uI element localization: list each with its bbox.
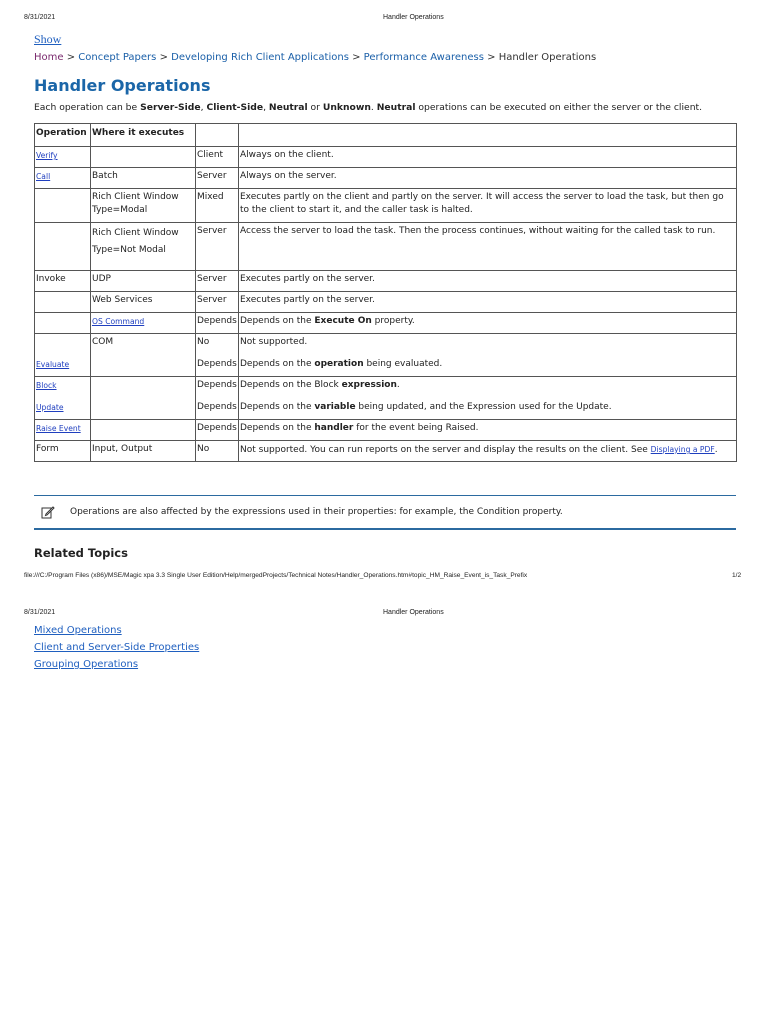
header-where: Where it executes — [91, 124, 196, 147]
breadcrumb-separator: > — [66, 52, 76, 63]
header-operation: Operation — [35, 124, 91, 147]
footer-page: 1/2 — [732, 572, 742, 579]
table-row: Verify Client Always on the client. — [35, 147, 737, 168]
related-link-grouping-operations[interactable]: Grouping Operations — [34, 659, 139, 670]
page-title: Handler Operations — [34, 76, 211, 95]
note-text: Operations are also affected by the expressions used in their properties: for example, the Condition property. — [70, 507, 563, 517]
print-date: 8/31/2021 — [24, 14, 56, 21]
table-row: Rich Client Window Type=Not Modal Server Access the server to load the task. Then the process continues, without waiting for the called task to run. — [35, 223, 737, 271]
table-row: OS Command Depends Depends on the Execute On property. — [35, 313, 737, 334]
print-title: Handler Operations — [383, 609, 444, 616]
link-evaluate[interactable]: Evaluate — [36, 360, 70, 369]
breadcrumb-separator: > — [487, 52, 496, 63]
link-block[interactable]: Block — [36, 381, 57, 390]
table-header-row — [35, 124, 737, 147]
header-description — [239, 124, 737, 147]
table-row: Web Services Server Executes partly on the server. — [35, 292, 737, 313]
breadcrumb-current: Handler Operations — [498, 52, 597, 63]
intro-paragraph: Each operation can be Server-Side, Client-Side, Neutral or Unknown. Neutral operations can be executed on either the server or the client. — [34, 102, 703, 113]
breadcrumb-separator: > — [352, 52, 361, 63]
link-call[interactable]: Call — [36, 172, 51, 181]
related-topics-heading: Related Topics — [34, 546, 128, 560]
table-row: Form Input, Output No Not supported. You can run reports on the server and display the results on the client. See Displaying a PDF. — [35, 441, 737, 462]
breadcrumb-separator: > — [159, 52, 168, 63]
table-row: Invoke UDP Server Executes partly on the server. — [35, 271, 737, 292]
print-date: 8/31/2021 — [24, 609, 56, 616]
link-os-command[interactable]: OS Command — [92, 317, 145, 326]
breadcrumb-home[interactable]: Home — [34, 52, 64, 63]
breadcrumb-concept-papers[interactable]: Concept Papers — [78, 52, 157, 63]
breadcrumb-performance[interactable]: Performance Awareness — [363, 52, 484, 63]
operations-table — [34, 123, 737, 462]
table-row: Evaluate COM No Depends Not supported. Depends on the operation being evaluated. — [35, 334, 737, 377]
table-row: Call Batch Server Always on the server. — [35, 168, 737, 189]
note-box — [34, 495, 736, 530]
print-title: Handler Operations — [383, 14, 444, 21]
related-topics-list — [34, 622, 199, 673]
table-row: Rich Client Window Type=Modal Mixed Executes partly on the client and partly on the server. It will access the server to load the task, but then go to the client to start it, and the caller task is halted. — [35, 189, 737, 223]
breadcrumb-rich-client[interactable]: Developing Rich Client Applications — [171, 52, 349, 63]
show-link[interactable]: Show — [34, 32, 62, 46]
link-update[interactable]: Update — [36, 403, 64, 412]
link-displaying-pdf[interactable]: Displaying a PDF — [650, 445, 715, 454]
link-verify[interactable]: Verify — [36, 151, 58, 160]
header-side — [196, 124, 239, 147]
table-row: Block Update Depends Depends Depends on the Block expression. Depends on the variable being updated, and the Expression used for the Update. — [35, 377, 737, 420]
link-raise-event[interactable]: Raise Event — [36, 424, 81, 433]
footer-path: file:///C:/Program Files (x86)/MSE/Magic xpa 3.3 Single User Edition/Help/mergedProjects/Technical Notes/Handler_Operations.htm#topic_HM_Raise_Event_is_Task_Prefix — [24, 572, 528, 579]
related-link-mixed-operations[interactable]: Mixed Operations — [34, 625, 122, 636]
table-row: Raise Event Depends Depends on the handler for the event being Raised. — [35, 420, 737, 441]
related-link-client-server-properties[interactable]: Client and Server-Side Properties — [34, 642, 200, 653]
breadcrumb — [34, 52, 596, 63]
edit-note-icon — [41, 505, 55, 519]
